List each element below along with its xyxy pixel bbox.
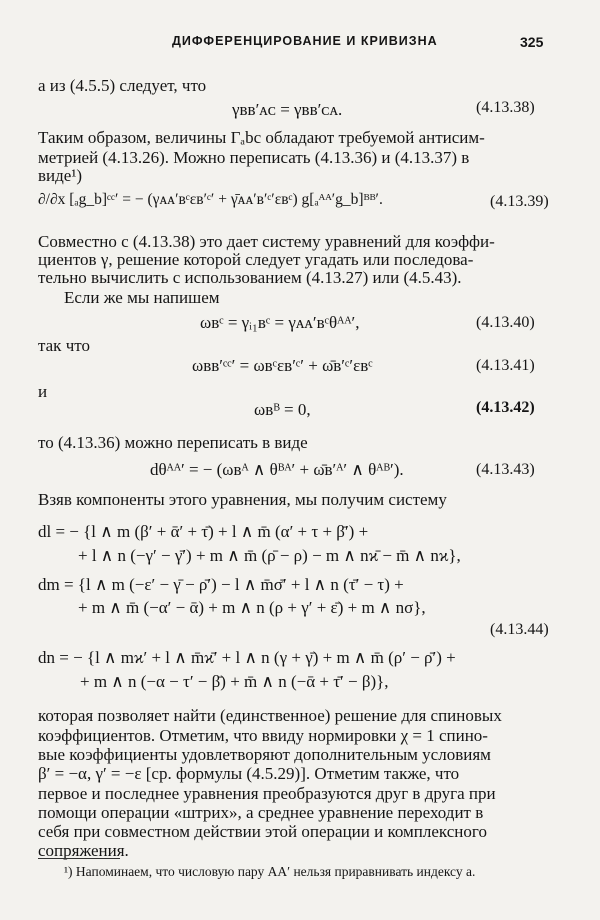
equation: + l ∧ n (−γ′ − γ̄′) + m ∧ m̄ (ρ̄ − ρ) − m ∧ nϰ̄ − m̄ ∧ nϰ}, <box>78 546 461 565</box>
equation-number: (4.13.40) <box>476 314 535 331</box>
equation: ωʙᴮ = 0, <box>254 400 311 419</box>
text-line: себя при совместном действии этой операции и комплексного <box>38 822 487 841</box>
equation: dθᴬᴬ′ = − (ωʙᴬ ∧ θᴮᴬ′ + ω̄ʙ′ᴬ′ ∧ θᴬᴮ′). <box>150 460 404 479</box>
equation: γʙʙ′ᴀᴄ = γʙʙ′ᴄᴀ. <box>232 100 343 119</box>
text-line: то (4.13.36) можно переписать в виде <box>38 433 308 452</box>
footnote: ¹) Напоминаем, что числовую пару AA′ нельзя приравнивать индексу a. <box>64 864 476 879</box>
equation-number: (4.13.41) <box>476 357 535 374</box>
text-line: вые коэффициенты удовлетворяют дополнительным условиям <box>38 745 491 764</box>
text-line: первое и последнее уравнения преобразуются друг в друга при <box>38 784 496 803</box>
text-line: β′ = −α, γ′ = −ε [ср. формулы (4.5.29)]. Отметим также, что <box>38 764 460 783</box>
text-line: тельно вычислить с использованием (4.13.27) или (4.5.43). <box>38 268 462 287</box>
equation: ωʙʙ′ᶜᶜ′ = ωʙᶜεʙ′ᶜ′ + ω̄ʙ′ᶜ′εʙᶜ <box>192 356 373 375</box>
text-line: метрией (4.13.26). Можно переписать (4.13.36) и (4.13.37) в <box>38 148 470 167</box>
equation-number: (4.13.42) <box>476 399 535 416</box>
text-line: Таким образом, величины Γₐbc обладают требуемой антисим- <box>38 128 485 147</box>
equation: dl = − {l ∧ m (β′ + ᾱ′ + τ̄) + l ∧ m̄ (α′ + τ + β̄′) + <box>38 522 369 541</box>
equation-number: (4.13.44) <box>490 621 549 638</box>
running-header: ДИФФЕРЕНЦИРОВАНИЕ И КРИВИЗНА <box>172 34 438 48</box>
equation: + m ∧ m̄ (−α′ − ᾱ) + m ∧ n (ρ + γ′ + ε̄) + m ∧ nσ}, <box>78 598 426 617</box>
footnote-divider <box>38 858 120 859</box>
equation: dm = {l ∧ m (−ε′ − γ̄ − ρ̄′) − l ∧ m̄σ̄′ + l ∧ n (τ̄′ − τ) + <box>38 575 404 594</box>
text-line: а из (4.5.5) следует, что <box>38 76 207 95</box>
text-line: которая позволяет найти (единственное) решение для спиновых <box>38 706 502 725</box>
equation-number: (4.13.38) <box>476 99 535 116</box>
page-number: 325 <box>520 34 544 50</box>
equation: ωʙᶜ = γᵢ₁ʙᶜ = γᴀᴀ′ʙᶜθᴬᴬ′, <box>200 313 360 332</box>
equation-number: (4.13.39) <box>490 193 549 210</box>
text-line: и <box>38 382 48 401</box>
text-line: Если же мы напишем <box>64 288 220 307</box>
equation-number: (4.13.43) <box>476 461 535 478</box>
text-line: коэффициентов. Отметим, что ввиду нормировки χ = 1 спино- <box>38 726 488 745</box>
equation: + m ∧ n (−α − τ′ − β̄) + m̄ ∧ n (−ᾱ + τ̄′ − β)}, <box>80 672 389 691</box>
text-line: сопряжения. <box>38 841 129 860</box>
text-line: виде¹) <box>38 166 83 185</box>
text-line: помощи операции «штрих», а среднее уравнение переходит в <box>38 803 484 822</box>
text-line: так что <box>38 336 90 355</box>
equation: dn = − {l ∧ mϰ′ + l ∧ m̄ϰ̄′ + l ∧ n (γ + γ̄) + m ∧ m̄ (ρ′ − ρ̄′) + <box>38 648 456 667</box>
equation: ∂/∂x [ₐg_b]ᶜᶜ′ = − (γᴀᴀ′ʙᶜεʙ′ᶜ′ + γ̄ᴀᴀ′ʙ′ᶜ′εʙᶜ) g[ₐᴬᴬ′g_b]ᴮᴮ′. <box>38 191 383 208</box>
text-line: Совместно с (4.13.38) это дает систему уравнений для коэффи- <box>38 232 495 251</box>
text-line: циентов γ, решение которой следует угадать или последова- <box>38 250 474 269</box>
text-line: Взяв компоненты этого уравнения, мы получим систему <box>38 490 447 509</box>
